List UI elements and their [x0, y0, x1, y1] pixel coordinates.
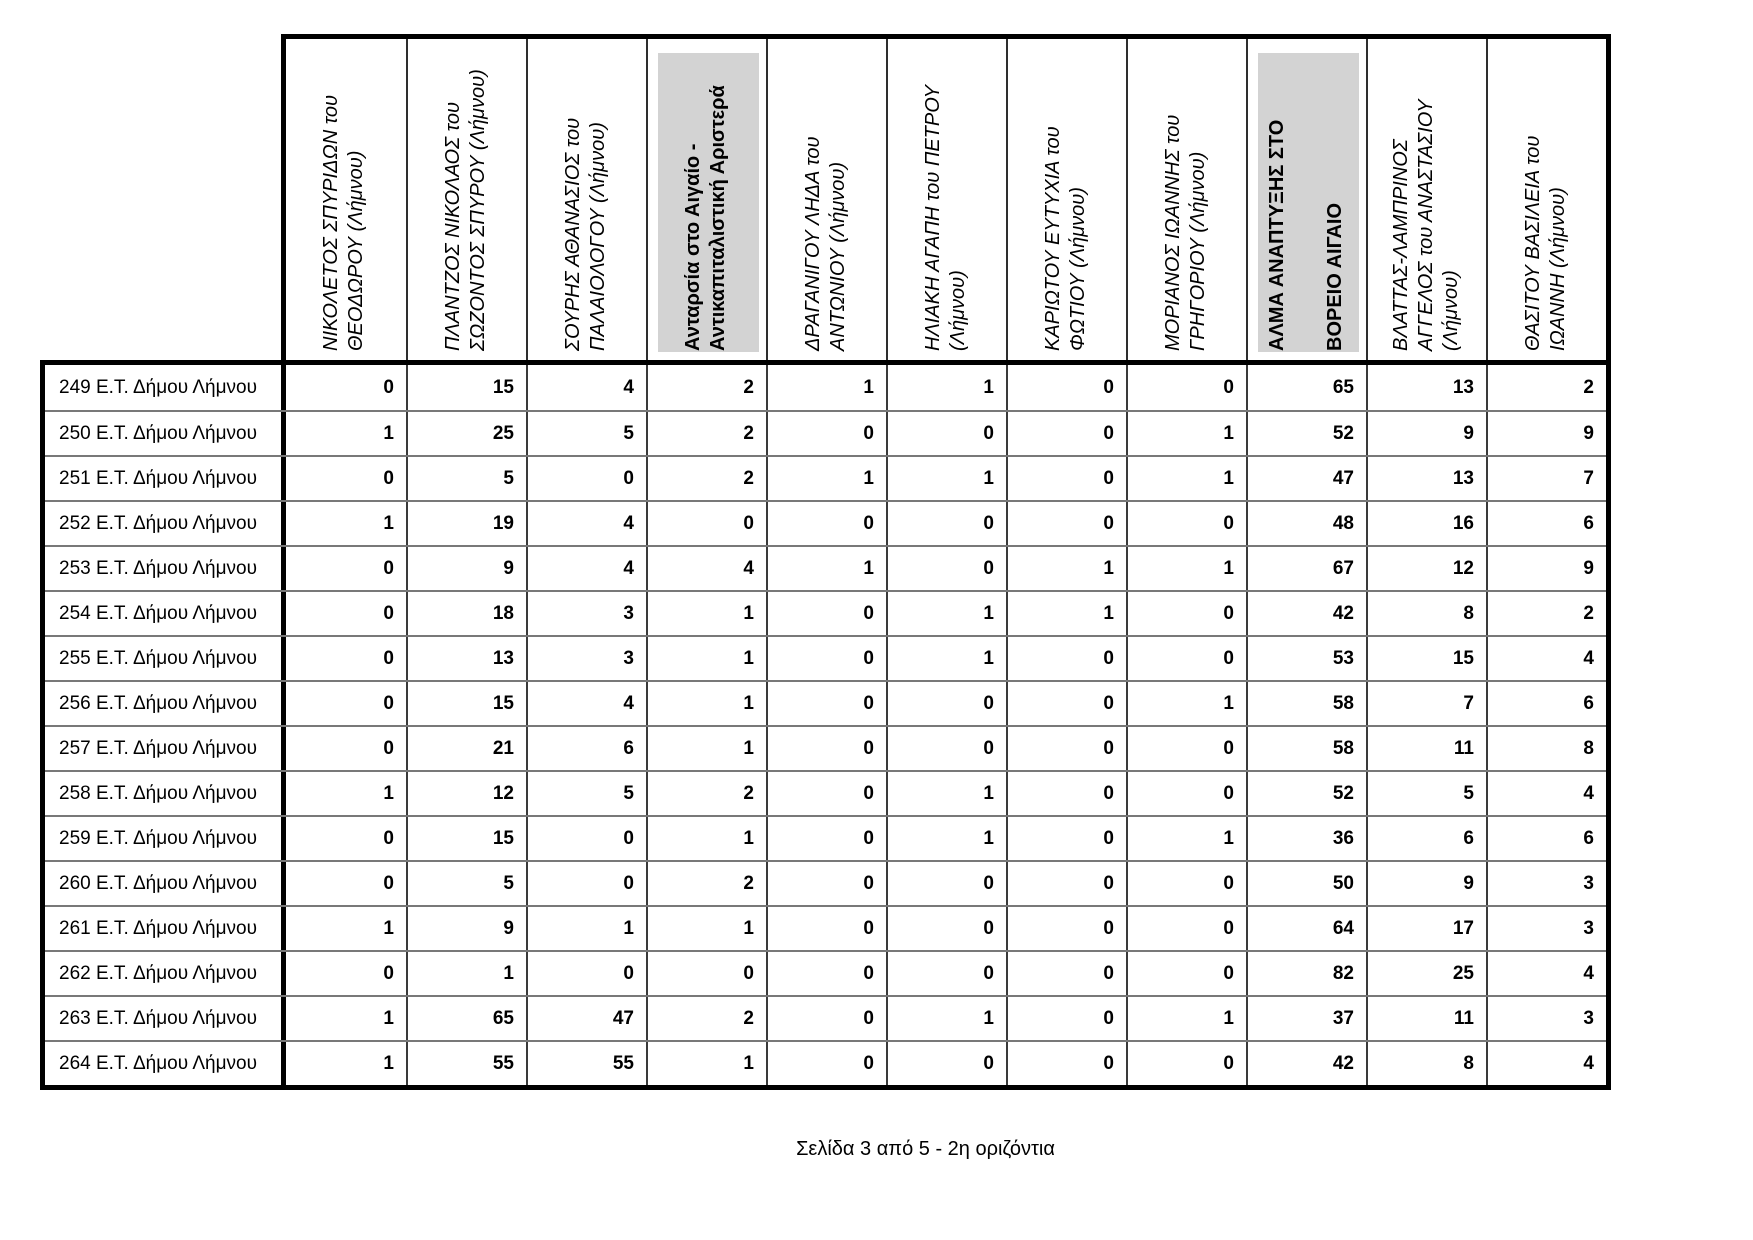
vote-count-cell: 0: [1006, 457, 1126, 500]
vote-count-cell: 0: [1006, 502, 1126, 545]
header-label: [1248, 47, 1364, 358]
vote-count-cell: 0: [646, 502, 766, 545]
row-label: 253 Ε.Τ. Δήμου Λήμνου: [45, 547, 286, 590]
vote-count-cell: 1: [383, 1007, 394, 1029]
vote-count-cell: 0: [1006, 1042, 1126, 1085]
vote-count-cell: 1: [646, 727, 766, 770]
vote-count-cell: 9: [406, 907, 526, 950]
vote-count-cell: 0: [526, 817, 646, 860]
table-row: [45, 725, 1606, 770]
vote-count-cell: 0: [383, 376, 394, 398]
row-label: 251 Ε.Τ. Δήμου Λήμνου: [45, 457, 286, 500]
row-label: 259 Ε.Τ. Δήμου Λήμνου: [45, 817, 286, 860]
vote-count-cell: 1: [886, 817, 1006, 860]
vote-count-cell: 7: [1366, 682, 1486, 725]
vote-count-cell: 1: [886, 997, 1006, 1040]
header-label-line: ΠΑΛΑΙΟΛΟΓΟΥ (Λήμνου): [587, 122, 609, 351]
vote-count-cell: 0: [1126, 1042, 1246, 1085]
vote-count-cell: 8: [1486, 727, 1606, 770]
header-label-line: ΔΡΑΓΑΝΙΓΟΥ ΛΗΔΑ του: [802, 136, 824, 351]
vote-count-cell: 6: [1486, 817, 1606, 860]
vote-count-cell: 0: [1006, 907, 1126, 950]
vote-count-cell: 9: [1486, 412, 1606, 455]
vote-count-cell: 1: [1006, 592, 1126, 635]
vote-count-cell: 3: [526, 637, 646, 680]
header-label-line: ΠΛΑΝΤΖΟΣ ΝΙΚΟΛΑΟΣ του: [442, 102, 464, 351]
row-label: 254 Ε.Τ. Δήμου Λήμνου: [45, 592, 286, 635]
vote-count-cell: 18: [406, 592, 526, 635]
table-row: [45, 950, 1606, 995]
column-header: [1366, 39, 1486, 360]
vote-count-cell: 0: [526, 862, 646, 905]
vote-count-cell: 5: [526, 772, 646, 815]
table-row: [45, 410, 1606, 455]
vote-count-cell: 0: [1006, 365, 1126, 410]
vote-count-cell: 0: [766, 727, 886, 770]
table-row: [45, 770, 1606, 815]
column-header: [1486, 39, 1606, 360]
header-label-line: ΒΛΑΤΤΑΣ-ΛΑΜΠΡΙΝΟΣ: [1389, 139, 1412, 351]
header-label-line: ΚΑΡΙΩΤΟΥ ΕΥΤΥΧΙΑ του: [1042, 126, 1064, 351]
column-header: [1006, 39, 1126, 360]
vote-count-cell: 0: [383, 602, 394, 624]
header-label-line: ΣΟΥΡΗΣ ΑΘΑΝΑΣΙΟΣ του: [562, 117, 584, 351]
vote-count-cell: 0: [886, 502, 1006, 545]
column-header: [286, 39, 406, 360]
vote-count-cell: 9: [1486, 547, 1606, 590]
table-row: [45, 500, 1606, 545]
vote-count-cell: 6: [1366, 817, 1486, 860]
column-header: [766, 39, 886, 360]
header-label-line: ΗΛΙΑΚΗ ΑΓΑΠΗ του ΠΕΤΡΟΥ: [922, 84, 944, 351]
vote-count-cell: 6: [1486, 682, 1606, 725]
table-row: [45, 905, 1606, 950]
vote-count-cell: 0: [766, 997, 886, 1040]
vote-count-cell: 2: [646, 365, 766, 410]
vote-count-cell: 25: [1366, 952, 1486, 995]
vote-count-cell: 0: [646, 952, 766, 995]
vote-count-cell: 0: [383, 737, 394, 759]
column-header: [886, 39, 1006, 360]
vote-count-cell: 55: [526, 1042, 646, 1085]
vote-count-cell: 64: [1246, 907, 1366, 950]
header-label: [648, 47, 764, 358]
vote-count-cell: 0: [886, 682, 1006, 725]
row-label: 255 Ε.Τ. Δήμου Λήμνου: [45, 637, 286, 680]
vote-count-cell: 9: [406, 547, 526, 590]
vote-count-cell: 1: [1126, 817, 1246, 860]
vote-count-cell: 1: [886, 457, 1006, 500]
vote-count-cell: 4: [1486, 772, 1606, 815]
vote-count-cell: 0: [766, 907, 886, 950]
vote-count-cell: 47: [526, 997, 646, 1040]
vote-count-cell: 0: [1126, 592, 1246, 635]
vote-count-cell: 0: [383, 692, 394, 714]
vote-count-cell: 1: [646, 637, 766, 680]
vote-count-cell: 67: [1246, 547, 1366, 590]
vote-count-cell: 0: [766, 412, 886, 455]
vote-count-cell: 2: [646, 457, 766, 500]
vote-count-cell: 15: [1366, 637, 1486, 680]
vote-count-cell: 1: [886, 637, 1006, 680]
vote-count-cell: 0: [886, 1042, 1006, 1085]
row-label: 261 Ε.Τ. Δήμου Λήμνου: [45, 907, 286, 950]
header-label-line: ΑΛΜΑ ΑΝΑΠΤΥΞΗΣ ΣΤΟ: [1265, 119, 1288, 351]
vote-count-cell: 0: [766, 637, 886, 680]
header-label: [528, 47, 644, 358]
vote-count-cell: 1: [1126, 682, 1246, 725]
vote-count-cell: 6: [1486, 502, 1606, 545]
column-header: [1246, 39, 1366, 360]
table-row: [45, 545, 1606, 590]
vote-count-cell: 0: [1126, 862, 1246, 905]
table-row: [45, 860, 1606, 905]
header-label-line: ΦΩΤΙΟΥ (Λήμνου): [1067, 187, 1089, 351]
vote-count-cell: 12: [1366, 547, 1486, 590]
header-label-line: (Λήμνου): [1439, 270, 1462, 351]
vote-count-cell: 9: [1366, 862, 1486, 905]
header-label: [1488, 47, 1604, 358]
header-label: [888, 47, 1004, 358]
column-header: [1126, 39, 1246, 360]
header-label: [768, 47, 884, 358]
vote-count-cell: 53: [1246, 637, 1366, 680]
vote-count-cell: 13: [1366, 365, 1486, 410]
header-label-line: ΣΩΖΟΝΤΟΣ ΣΠΥΡΟΥ (Λήμνου): [467, 69, 489, 351]
vote-count-cell: 4: [1486, 952, 1606, 995]
column-header: [526, 39, 646, 360]
vote-count-cell: 0: [886, 907, 1006, 950]
vote-count-cell: 2: [1486, 365, 1606, 410]
vote-count-cell: 0: [886, 952, 1006, 995]
vote-count-cell: 0: [766, 952, 886, 995]
header-label-line: ΙΩΑΝΝΗ (Λήμνου): [1547, 187, 1569, 351]
vote-count-cell: 52: [1246, 412, 1366, 455]
vote-count-cell: 0: [1006, 412, 1126, 455]
header-label-line: ΘΑΣΙΤΟΥ ΒΑΣΙΛΕΙΑ του: [1522, 135, 1544, 351]
header-label: [408, 47, 524, 358]
row-label: 264 Ε.Τ. Δήμου Λήμνου: [45, 1042, 286, 1085]
vote-count-cell: 13: [406, 637, 526, 680]
vote-count-cell: 4: [526, 682, 646, 725]
column-header: [646, 39, 766, 360]
header-row: [281, 34, 1611, 360]
vote-count-cell: 1: [406, 952, 526, 995]
vote-count-cell: 17: [1366, 907, 1486, 950]
vote-count-cell: 0: [1126, 727, 1246, 770]
header-label-line: Ανταρσία στο Αιγαίο -: [682, 143, 704, 351]
vote-count-cell: 12: [406, 772, 526, 815]
vote-count-cell: 2: [646, 997, 766, 1040]
table-body: [40, 360, 1611, 1090]
vote-count-cell: 42: [1246, 1042, 1366, 1085]
table-row: [45, 635, 1606, 680]
vote-count-cell: 37: [1246, 997, 1366, 1040]
vote-count-cell: 16: [1366, 502, 1486, 545]
vote-count-cell: 2: [646, 862, 766, 905]
vote-count-cell: 1: [1126, 457, 1246, 500]
vote-count-cell: 1: [1126, 412, 1246, 455]
vote-count-cell: 0: [886, 862, 1006, 905]
vote-count-cell: 1: [646, 1042, 766, 1085]
vote-count-cell: 13: [1366, 457, 1486, 500]
vote-count-cell: 0: [886, 547, 1006, 590]
table-row: [45, 1040, 1606, 1085]
vote-count-cell: 0: [526, 952, 646, 995]
vote-count-cell: 19: [406, 502, 526, 545]
vote-count-cell: 3: [526, 592, 646, 635]
table-row: [45, 590, 1606, 635]
vote-count-cell: 15: [406, 817, 526, 860]
vote-count-cell: 8: [1366, 1042, 1486, 1085]
row-label: 260 Ε.Τ. Δήμου Λήμνου: [45, 862, 286, 905]
row-label: 249 Ε.Τ. Δήμου Λήμνου: [45, 365, 286, 410]
vote-count-cell: 4: [526, 547, 646, 590]
row-label: 256 Ε.Τ. Δήμου Λήμνου: [45, 682, 286, 725]
header-label-line: ΜΟΡΙΑΝΟΣ ΙΩΑΝΝΗΣ του: [1162, 114, 1184, 351]
vote-count-cell: 0: [1006, 817, 1126, 860]
vote-count-cell: 0: [766, 682, 886, 725]
vote-count-cell: 0: [766, 502, 886, 545]
vote-count-cell: 0: [383, 827, 394, 849]
vote-count-cell: 0: [1006, 997, 1126, 1040]
table-row: [45, 455, 1606, 500]
vote-count-cell: 0: [1006, 772, 1126, 815]
vote-count-cell: 0: [383, 872, 394, 894]
vote-count-cell: 4: [646, 547, 766, 590]
header-label-line: ΓΡΗΓΟΡΙΟΥ (Λήμνου): [1187, 151, 1209, 351]
vote-count-cell: 2: [1486, 592, 1606, 635]
vote-count-cell: 1: [646, 817, 766, 860]
vote-count-cell: 1: [646, 592, 766, 635]
vote-count-cell: 7: [1486, 457, 1606, 500]
vote-count-cell: 0: [1126, 952, 1246, 995]
vote-count-cell: 0: [1006, 952, 1126, 995]
vote-count-cell: 1: [886, 772, 1006, 815]
vote-count-cell: 0: [383, 962, 394, 984]
vote-count-cell: 1: [646, 907, 766, 950]
vote-count-cell: 48: [1246, 502, 1366, 545]
header-label-line: ΑΝΤΩΝΙΟΥ (Λήμνου): [827, 161, 849, 351]
header-label-line: ΝΙΚΟΛΕΤΟΣ ΣΠΥΡΙΔΩΝ του: [320, 94, 342, 351]
header-label-line: ΒΟΡΕΙΟ ΑΙΓΑΙΟ: [1323, 202, 1346, 351]
vote-count-cell: 2: [646, 772, 766, 815]
vote-count-cell: 4: [526, 365, 646, 410]
vote-count-cell: 0: [383, 557, 394, 579]
header-label: [1008, 47, 1124, 358]
vote-count-cell: 0: [886, 412, 1006, 455]
row-label: 252 Ε.Τ. Δήμου Λήμνου: [45, 502, 286, 545]
vote-count-cell: 0: [766, 1042, 886, 1085]
row-label: 263 Ε.Τ. Δήμου Λήμνου: [45, 997, 286, 1040]
vote-count-cell: 65: [406, 997, 526, 1040]
table-row: [45, 365, 1606, 410]
vote-count-cell: 0: [526, 457, 646, 500]
vote-count-cell: 6: [526, 727, 646, 770]
vote-count-cell: 1: [383, 422, 394, 444]
vote-count-cell: 2: [646, 412, 766, 455]
page-footer: [140, 1136, 1711, 1162]
vote-count-cell: 58: [1246, 727, 1366, 770]
vote-count-cell: 4: [1486, 1042, 1606, 1085]
vote-count-cell: 0: [766, 772, 886, 815]
vote-count-cell: 1: [1126, 547, 1246, 590]
vote-count-cell: 4: [526, 502, 646, 545]
header-label-line: ΘΕΟΔΩΡΟΥ (Λήμνου): [345, 150, 367, 351]
vote-count-cell: 1: [886, 592, 1006, 635]
vote-count-cell: 15: [406, 682, 526, 725]
header-label: [1368, 47, 1484, 358]
vote-count-cell: 21: [406, 727, 526, 770]
row-label: 262 Ε.Τ. Δήμου Λήμνου: [45, 952, 286, 995]
vote-count-cell: 58: [1246, 682, 1366, 725]
header-label: [1128, 47, 1244, 358]
vote-count-cell: 5: [406, 862, 526, 905]
vote-count-cell: 1: [1126, 997, 1246, 1040]
vote-count-cell: 11: [1366, 727, 1486, 770]
vote-count-cell: 52: [1246, 772, 1366, 815]
vote-count-cell: 15: [406, 365, 526, 410]
vote-count-cell: 0: [766, 817, 886, 860]
page-indicator: Σελίδα 3 από 5 - 2η οριζόντια: [796, 1138, 1055, 1160]
vote-count-cell: 5: [526, 412, 646, 455]
vote-count-cell: 0: [766, 862, 886, 905]
vote-count-cell: 0: [383, 647, 394, 669]
table-row: [45, 680, 1606, 725]
header-label-line: (Λήμνου): [947, 270, 969, 351]
vote-count-cell: 1: [383, 782, 394, 804]
vote-count-cell: 3: [1486, 907, 1606, 950]
vote-count-cell: 1: [1006, 547, 1126, 590]
row-label: 250 Ε.Τ. Δήμου Λήμνου: [45, 412, 286, 455]
vote-count-cell: 0: [766, 592, 886, 635]
vote-count-cell: 1: [886, 365, 1006, 410]
vote-count-cell: 1: [766, 365, 886, 410]
header-label-line: ΑΓΓΕΛΟΣ του ΑΝΑΣΤΑΣΙΟΥ: [1414, 99, 1437, 351]
vote-count-cell: 1: [646, 682, 766, 725]
vote-count-cell: 5: [406, 457, 526, 500]
vote-count-cell: 3: [1486, 862, 1606, 905]
vote-count-cell: 3: [1486, 997, 1606, 1040]
vote-count-cell: 9: [1366, 412, 1486, 455]
vote-count-cell: 0: [1126, 365, 1246, 410]
vote-count-cell: 0: [1126, 502, 1246, 545]
vote-count-cell: 55: [406, 1042, 526, 1085]
vote-count-cell: 47: [1246, 457, 1366, 500]
vote-count-cell: 11: [1366, 997, 1486, 1040]
vote-count-cell: 8: [1366, 592, 1486, 635]
header-label-line: Αντικαπιταλιστική Αριστερά: [707, 85, 729, 351]
vote-count-cell: 50: [1246, 862, 1366, 905]
row-label: 258 Ε.Τ. Δήμου Λήμνου: [45, 772, 286, 815]
vote-count-cell: 0: [1126, 637, 1246, 680]
row-label: 257 Ε.Τ. Δήμου Λήμνου: [45, 727, 286, 770]
vote-count-cell: 1: [766, 457, 886, 500]
vote-count-cell: 0: [1006, 682, 1126, 725]
vote-count-cell: 1: [766, 547, 886, 590]
vote-count-cell: 0: [1006, 637, 1126, 680]
vote-count-cell: 65: [1246, 365, 1366, 410]
vote-count-cell: 82: [1246, 952, 1366, 995]
vote-count-cell: 0: [1006, 727, 1126, 770]
vote-count-cell: 42: [1246, 592, 1366, 635]
vote-count-cell: 1: [383, 512, 394, 534]
vote-count-cell: 4: [1486, 637, 1606, 680]
vote-count-cell: 25: [406, 412, 526, 455]
vote-count-cell: 1: [383, 1052, 394, 1074]
vote-count-cell: 0: [1126, 772, 1246, 815]
vote-count-cell: 36: [1246, 817, 1366, 860]
table-row: [45, 995, 1606, 1040]
vote-count-cell: 0: [886, 727, 1006, 770]
vote-count-cell: 0: [1006, 862, 1126, 905]
vote-count-cell: 1: [383, 917, 394, 939]
vote-count-cell: 1: [526, 907, 646, 950]
vote-count-cell: 0: [383, 467, 394, 489]
table-row: [45, 815, 1606, 860]
vote-count-cell: 5: [1366, 772, 1486, 815]
vote-count-cell: 0: [1126, 907, 1246, 950]
column-header: [406, 39, 526, 360]
header-label: [286, 47, 402, 358]
